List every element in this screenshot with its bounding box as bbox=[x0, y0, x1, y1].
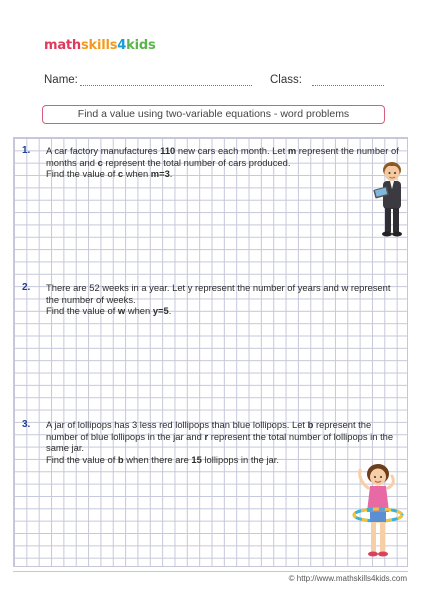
site-logo: mathskills4kids bbox=[44, 38, 156, 53]
footer-divider bbox=[13, 571, 408, 572]
problem-text: There are 52 weeks in a year. Let y represent the number of years and w represent the number of weeks. Find the value of w when y=5. bbox=[46, 282, 391, 317]
problem-number: 3. bbox=[22, 419, 31, 430]
class-field[interactable] bbox=[312, 85, 384, 86]
worksheet-title: Find a value using two-variable equations - word problems bbox=[42, 105, 385, 124]
problem-text: A car factory manufactures 110 new cars each month. Let m represent the number of months and c represent the total number of cars produced. Find the value of c when m=3. bbox=[46, 145, 399, 180]
problem-number: 2. bbox=[22, 282, 31, 293]
problem-text: A jar of lollipops has 3 less red lollipops than blue lollipops. Let b represent the number of blue lollipops in the jar and r represent the total number of lollipops in the same jar. Find the value of b when there are 15 lollipops in the jar. bbox=[46, 419, 394, 466]
name-class-row bbox=[44, 74, 384, 90]
name-field[interactable] bbox=[80, 85, 252, 86]
name-label: Name: bbox=[44, 74, 78, 86]
problem-number: 1. bbox=[22, 145, 31, 156]
girl-with-hula-hoop-illustration bbox=[348, 460, 408, 565]
boy-with-tablet-illustration bbox=[370, 158, 410, 240]
footer-copyright: © http://www.mathskills4kids.com bbox=[288, 574, 407, 583]
class-label: Class: bbox=[270, 74, 302, 86]
